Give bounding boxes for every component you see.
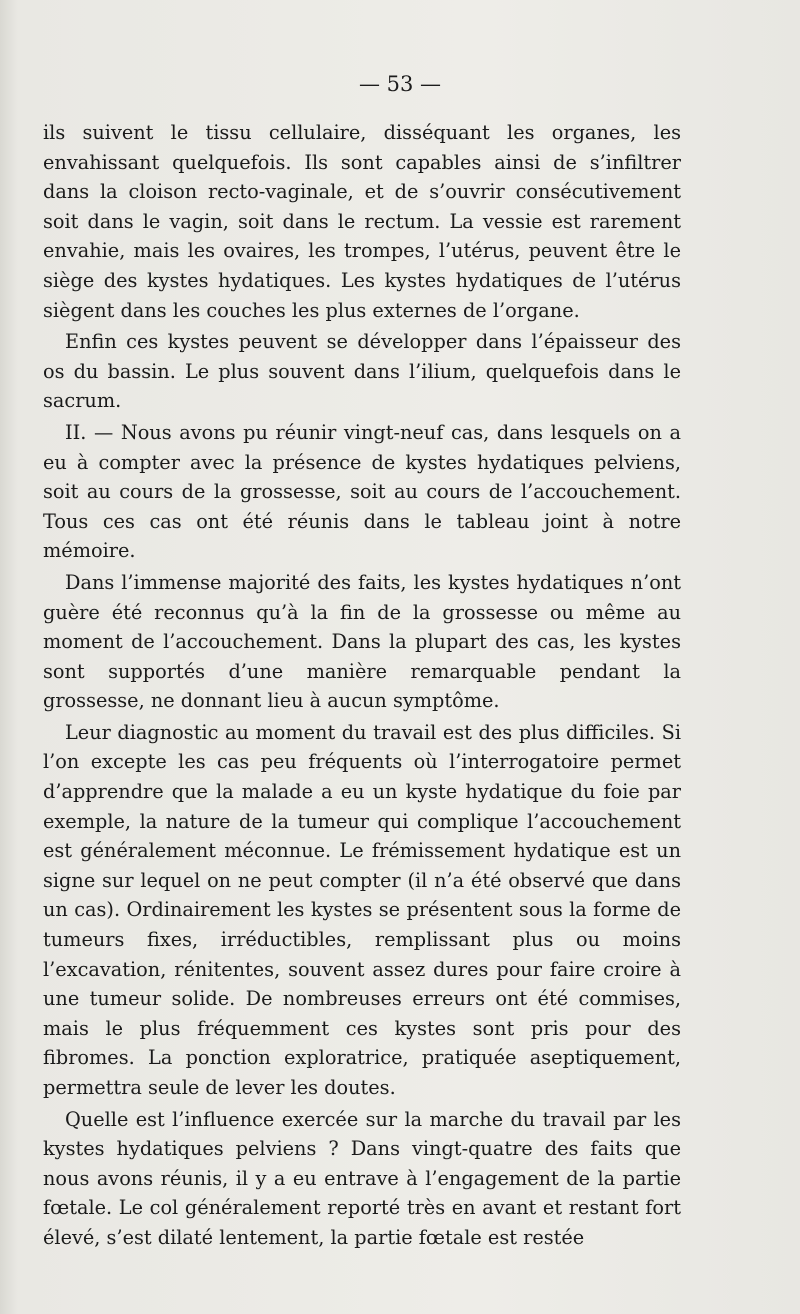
- paragraph-diagnostic: Leur diagnostic au moment du travail est des plus difficiles. Si l’on excepte les cas peu fréquents où l’interrogatoire permet d’apprendre que la malade a eu un kyste hydatique du foie par exemple, la nature de la tumeur qui complique l’accouchement est généralement méconnue. Le frémissement hydatique est un signe sur lequel on ne peut compter (il n’a été observé que dans un cas). Ordinairement les kystes se présentent sous la forme de tumeurs fixes, irréductibles, remplissant plus ou moins l’excavation, rénitentes, souvent assez dures pour faire croire à une tumeur solide. De nombreuses erreurs ont été commises, mais le plus fréquemment ces kystes sont pris pour des fibromes. La ponction exploratrice, pratiquée aseptiquement, permettra seule de lever les doutes.: [43, 720, 681, 1099]
- body-text: [43, 118, 681, 1253]
- paragraph-section-ii: II. — Nous avons pu réunir vingt-neuf cas, dans lesquels on a eu à compter avec la présence de kystes hydatiques pelviens, soit au cours de la grossesse, soit au cours de l’accouchement. Tous ces cas ont été réunis dans le tableau joint à notre mémoire.: [43, 420, 681, 563]
- paragraph-influence: Quelle est l’influence exercée sur la marche du travail par les kystes hydatiques pelviens ? Dans vingt-quatre des faits que nous avons réunis, il y a eu entrave à l’engagement de la partie fœtale. Le col généralement reporté très en avant et restant fort élevé, s’est dilaté lentement, la partie fœtale est restée: [43, 1107, 681, 1249]
- page-number: — 53 —: [358, 72, 442, 96]
- paragraph-continuation: ils suivent le tissu cellulaire, disséquant les organes, les envahissant quelquefois. Ils sont capables ainsi de s’infiltrer dans la cloison recto-vaginale, et de s’ouvrir consécutivement soit dans le vagin, soit dans le rectum. La vessie est rarement envahie, mais les ovaires, les trompes, l’utérus, peuvent être le siège des kystes hydatiques. Les kystes hydatiques de l’utérus siègent dans les couches les plus externes de l’organe.: [43, 121, 681, 322]
- paragraph-majorite: Dans l’immense majorité des faits, les kystes hydatiques n’ont guère été reconnus qu’à la fin de la grossesse ou même au moment de l’accouchement. Dans la plupart des cas, les kystes sont supportés d’une manière remarquable pendant la grossesse, ne donnant lieu à aucun symptôme.: [43, 570, 681, 713]
- paragraph-bassin: Enfin ces kystes peuvent se développer dans l’épaisseur des os du bassin. Le plus souvent dans l’ilium, quelquefois dans le sacrum.: [43, 330, 681, 413]
